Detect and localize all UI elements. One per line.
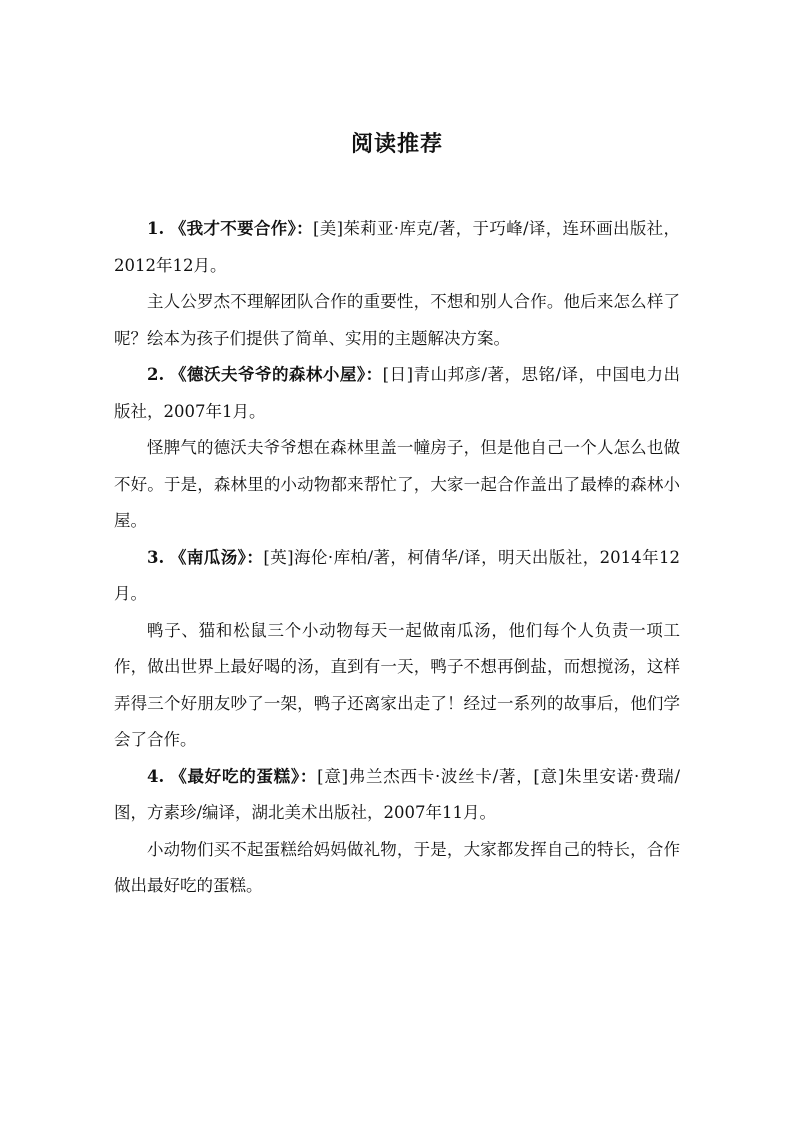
book-colon: ： — [296, 219, 313, 238]
book-publication-info: [美]茱莉亚·库克/著，于巧峰/译，连环画出版社，2012年12月。 — [114, 219, 680, 275]
book-summary: 怪脾气的德沃夫爷爷想在森林里盖一幢房子，但是他自己一个人怎么也做不好。于是，森林里的小动物都来帮忙了，大家一起合作盖出了最棒的森林小屋。 — [114, 438, 680, 530]
book-number: 4. — [147, 766, 165, 786]
book-summary: 小动物们买不起蛋糕给妈妈做礼物，于是，大家都发挥自己的特长，合作做出最好吃的蛋糕。 — [114, 839, 680, 895]
book-title: 《南瓜汤》 — [169, 547, 247, 567]
book-publication-info: [意]弗兰杰西卡·波丝卡/著，[意]朱里安诺·费瑞/图，方素珍/编译，湖北美术出版社，2007年11月。 — [114, 766, 681, 822]
book-colon: ： — [365, 365, 383, 384]
page-title: 阅读推荐 — [350, 131, 443, 157]
reading-list — [114, 211, 680, 905]
book-summary: 鸭子、猫和松鼠三个小动物每天一起做南瓜汤，他们每个人负责一项工作，做出世界上最好喝的汤，直到有一天，鸭子不想再倒盐，而想搅汤，这样弄得三个好朋友吵了一架，鸭子还离家出走了！经过一系列的故事后，他们学会了合作。 — [114, 620, 680, 749]
book-colon: ： — [299, 766, 318, 786]
book-number: 3. — [147, 547, 165, 567]
book-publication-info: [英]海伦·库柏/著，柯倩华/译，明天出版社，2014年12月。 — [114, 547, 681, 603]
book-citation — [114, 759, 680, 832]
book-number: 2. — [147, 365, 165, 384]
book-citation — [114, 540, 680, 613]
book-citation — [114, 357, 680, 430]
book-number: 1. — [147, 219, 165, 238]
book-colon: ： — [246, 547, 264, 567]
book-title: 《最好吃的蛋糕》 — [170, 766, 300, 786]
book-title: 《德沃夫爷爷的森林小屋》 — [169, 365, 366, 384]
book-citation — [114, 211, 680, 284]
book-summary: 主人公罗杰不理解团队合作的重要性，不想和别人合作。他后来怎么样了呢？绘本为孩子们提供了简单、实用的主题解决方案。 — [114, 292, 680, 348]
book-publication-info: [日]青山邦彦/著，思铭/译，中国电力出版社，2007年1月。 — [114, 365, 681, 421]
book-title: 《我才不要合作》 — [169, 219, 297, 238]
